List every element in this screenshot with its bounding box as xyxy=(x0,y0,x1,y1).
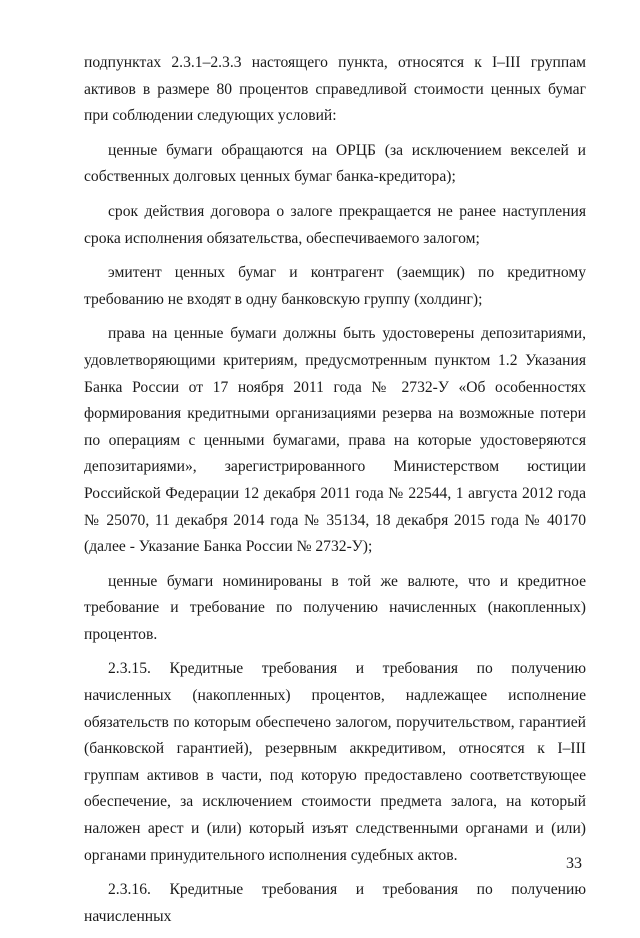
document-body xyxy=(84,50,586,938)
clause-2-3-16: 2.3.16. Кредитные требования и требования по получению начисленных xyxy=(84,881,586,925)
page-number: 33 xyxy=(566,855,582,872)
condition-pledge-term: срок действия договора о залоге прекращается не ранее наступления срока исполнения обязательства, обеспечиваемого залогом; xyxy=(84,202,586,247)
condition-depositories: права на ценные бумаги должны быть удостоверены депозитариями, удовлетворяющими критериям, предусмотренным пунктом 1.2 Указания Банка России от 17 ноября 2011 года № 2732-У «Об особенностях формирования кредитными организациями резерва на возможные потери по операциям с ценными бумагами, права на которые удостоверяются депозитариями», зарегистрированного Министерством юстиции Российской Федерации 12 декабря 2011 года № 22544, 1 августа 2012 года № 25070, 11 декабря 2014 года № 35134, 18 декабря 2015 года № 40170 (далее - Указание Банка России № 2732-У); xyxy=(84,325,586,556)
clause-2-3-15: 2.3.15. Кредитные требования и требования по получению начисленных (накопленных) процентов, надлежащее исполнение обязательств по которым обеспечено залогом, поручительством, гарантией (банковской гарантией), резервным аккредитивом, относятся к I–III группам активов в части, под которую предоставлено соответствующее обеспечение, за исключением стоимости предмета залога, на который наложен арест и (или) который изъят следственными органами и (или) органами принудительного исполнения судебных актов. xyxy=(84,660,586,864)
condition-orcb: ценные бумаги обращаются на ОРЦБ (за исключением векселей и собственных долговых ценных бумаг банка-кредитора); xyxy=(84,141,586,186)
condition-banking-group: эмитент ценных бумаг и контрагент (заемщик) по кредитному требованию не входят в одну банковскую группу (холдинг); xyxy=(84,264,586,308)
paragraph-continuation: подпунктах 2.3.1–2.3.3 настоящего пункта, относятся к I–III группам активов в размере 80 процентов справедливой стоимости ценных бумаг при соблюдении следующих условий: xyxy=(84,54,586,125)
condition-currency: ценные бумаги номинированы в той же валюте, что и кредитное требование и требование по получению начисленных (накопленных) процентов. xyxy=(84,572,586,643)
